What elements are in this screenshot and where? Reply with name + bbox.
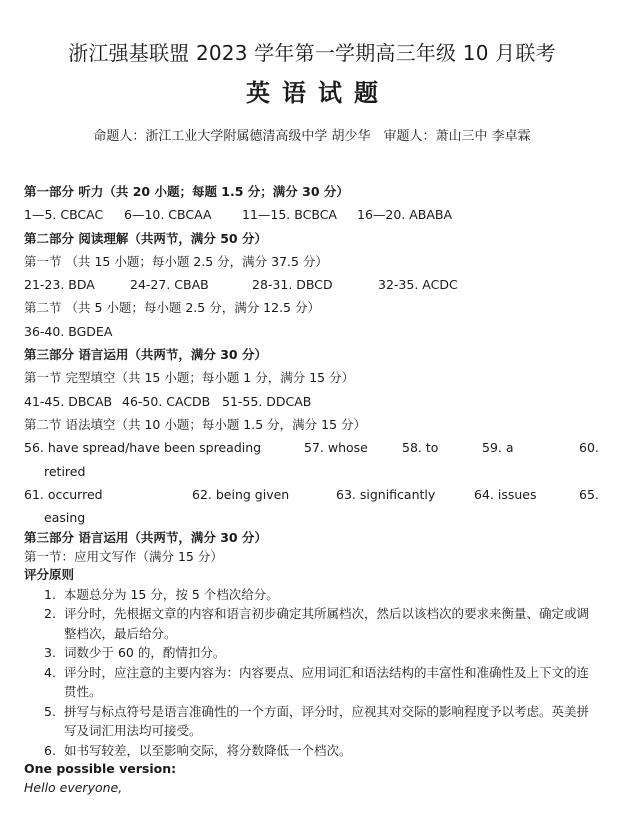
answer-group: 41-45. DBCAB — [24, 393, 113, 409]
part2-sec2-heading: 第二节 （共 5 小题；每小题 2.5 分，满分 12.5 分） — [24, 300, 320, 316]
answer-item: 58. to — [402, 440, 439, 456]
answer-item: 62. being given — [192, 486, 290, 502]
criteria-text: 评分时，先根据文章的内容和语言初步确定其所属档次，然后以该档次的要求来衡量、确定或调整档次，最后给分。 — [64, 606, 590, 641]
criteria-number: 3. — [44, 645, 56, 661]
answer-group: 16—20. ABABA — [357, 207, 453, 223]
criteria-item — [24, 741, 604, 761]
answer-item: 60. — [579, 440, 599, 456]
answer-item: 65. — [579, 486, 599, 502]
part1-answers — [24, 203, 604, 226]
part1-heading: 第一部分 听力（共 20 小题；每题 1.5 分；满分 30 分） — [24, 184, 349, 199]
criteria-text: 拼写与标点符号是语言准确性的一个方面，评分时，应视其对交际的影响程度予以考虑。英美拼写及词汇用法均可接受。 — [64, 703, 590, 739]
answer-body — [24, 180, 604, 797]
criteria-number: 5. — [44, 703, 56, 719]
criteria-text: 评分时，应注意的主要内容为：内容要点、应用词汇和语法结构的丰富性和准确性及上下文的连贯性。 — [64, 664, 590, 700]
criteria-item — [24, 604, 604, 643]
exam-title: 浙江强基联盟 2023 学年第一学期高三年级 10 月联考 — [68, 41, 556, 65]
version-heading: One possible version: — [24, 761, 177, 777]
part4-heading: 第三部分 语言运用（共两节，满分 30 分） — [24, 530, 267, 546]
answer-group: 32-35. ACDC — [378, 277, 458, 293]
grammar-row-1-wrap: retired — [44, 463, 86, 479]
part2-sec1-answers — [24, 273, 604, 296]
criteria-item — [24, 643, 604, 663]
answer-item: 56. have spread/have been spreading — [24, 440, 262, 456]
criteria-number: 6. — [44, 742, 56, 758]
criteria-number: 4. — [44, 664, 56, 680]
grammar-row-2-wrap: easing — [44, 510, 86, 526]
answer-item: 59. a — [482, 440, 514, 456]
criteria-item — [24, 702, 604, 741]
answer-group: 51-55. DDCAB — [222, 393, 312, 409]
part3-sec1-answers — [24, 390, 604, 413]
criteria-item — [24, 663, 604, 702]
answer-group: 24-27. CBAB — [130, 277, 209, 293]
greeting-line: Hello everyone, — [24, 779, 123, 795]
grammar-row-2 — [24, 483, 604, 506]
part2-sec2-answers: 36-40. BGDEA — [24, 323, 113, 339]
answer-item: 64. issues — [474, 486, 537, 502]
answer-item: 61. occurred — [24, 486, 103, 502]
criteria-text: 本题总分为 15 分，按 5 个档次给分。 — [64, 586, 279, 602]
criteria-number: 2. — [44, 606, 56, 622]
criteria-text: 如书写较差，以至影响交际，将分数降低一个档次。 — [64, 742, 352, 758]
exam-subtitle: 英语试题 — [246, 79, 390, 107]
answer-group: 6—10. CBCAA — [124, 207, 212, 223]
answer-group: 21-23. BDA — [24, 277, 95, 293]
answer-group: 46-50. CACDB — [122, 393, 211, 409]
part3-sec1-heading: 第一节 完型填空（共 15 小题；每小题 1 分，满分 15 分） — [24, 370, 355, 386]
criteria-text: 词数少于 60 的，酌情扣分。 — [64, 645, 226, 661]
authors-line: 命题人：浙江工业大学附属德清高级中学 胡少华 审题人：萧山三中 李卓霖 — [93, 129, 531, 144]
criteria-number: 1. — [44, 586, 56, 602]
answer-group: 1—5. CBCAC — [24, 207, 104, 223]
criteria-heading: 评分原则 — [24, 567, 75, 583]
part3-heading: 第三部分 语言运用（共两节，满分 30 分） — [24, 347, 267, 363]
part2-heading: 第二部分 阅读理解（共两节，满分 50 分） — [24, 230, 267, 246]
answer-item: 63. significantly — [336, 486, 436, 502]
criteria-item — [24, 585, 604, 605]
grammar-row-1 — [24, 436, 604, 459]
part3-sec2-heading: 第二节 语法填空（共 10 小题；每小题 1.5 分，满分 15 分） — [24, 416, 367, 432]
answer-group: 28-31. DBCD — [252, 277, 333, 293]
answer-item: 57. whose — [304, 440, 368, 456]
writing-heading: 第一节：应用文写作（满分 15 分） — [24, 548, 223, 564]
part2-sec1-heading: 第一节 （共 15 小题；每小题 2.5 分，满分 37.5 分） — [24, 253, 328, 269]
criteria-list — [24, 585, 604, 761]
answer-group: 11—15. BCBCA — [242, 207, 337, 223]
